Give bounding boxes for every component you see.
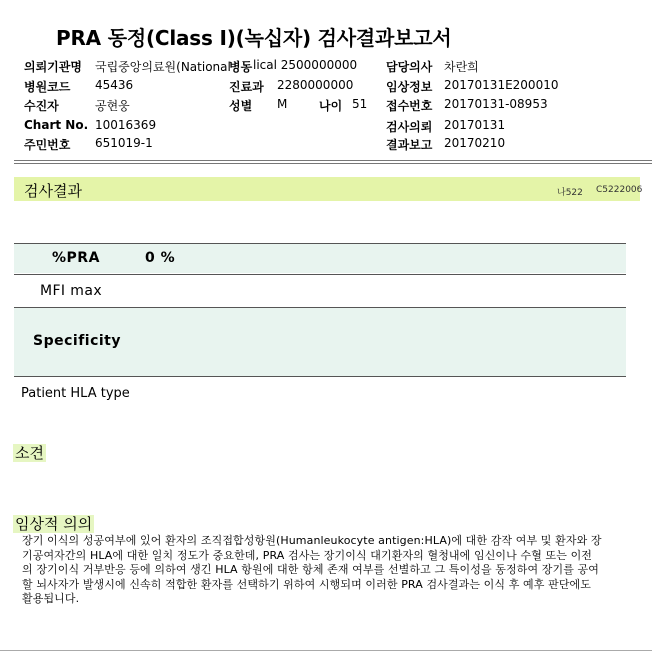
chart-no-value: 10016369	[95, 118, 157, 132]
request-date-label: 검사의뢰	[386, 120, 433, 134]
institution-value: 국립중앙의료원(National	[95, 60, 231, 74]
doctor-label: 담당의사	[386, 60, 433, 74]
sex-label: 성별	[229, 99, 253, 113]
receipt-no-label: 접수번호	[386, 99, 433, 113]
chart-no-label: Chart No.	[24, 118, 89, 132]
institution-label: 의뢰기관명	[24, 60, 82, 74]
examinee-label: 수진자	[24, 99, 59, 113]
header-divider-top	[14, 160, 652, 161]
resident-no-value: 651019-1	[95, 136, 153, 150]
ward-value: lical 2500000000	[253, 58, 358, 72]
clinical-significance-title-text: 임상적 의의	[15, 515, 93, 533]
clinical-significance-title	[13, 513, 94, 534]
hospital-code-value: 45436	[95, 78, 134, 92]
request-date-value: 20170131	[444, 118, 506, 132]
findings-title-text: 소견	[15, 444, 44, 462]
sex-value: M	[277, 97, 288, 111]
clinical-info-label: 임상정보	[386, 80, 433, 94]
patient-hla-type-label: Patient HLA type	[21, 386, 130, 401]
department-value: 2280000000	[277, 78, 354, 92]
ward-label: 병동	[229, 60, 253, 74]
pra-value: 0 %	[145, 250, 176, 266]
mfi-max-label: MFI max	[40, 283, 103, 299]
examinee-value: 공현웅	[95, 99, 130, 113]
table-line-2	[14, 274, 626, 275]
receipt-no-value: 20170131-08953	[444, 97, 548, 111]
department-label: 진료과	[229, 80, 264, 94]
resident-no-label: 주민번호	[24, 138, 71, 152]
results-code-left: 나522	[557, 188, 583, 198]
results-section-band	[14, 177, 643, 201]
hospital-code-label: 병원코드	[24, 80, 71, 94]
pra-label: %PRA	[52, 250, 100, 266]
clinical-significance-text: 장기 이식의 성공여부에 있어 환자의 조직접합성항원(Humanleukocyte antigen:HLA)에 대한 감작 여부 및 환자와 장기공여자간의 HLA에 대한 일치 정도가 중요한데, PRA 검사는 장기이식 대기환자의 혈청내에 임신이나 수혈 또는 이전의 장기이식 거부반응 등에 의하여 생긴 HLA 항원에 대한 항체 존재 여부를 선별하고 그 특이성을 동정하여 장기를 공여할 뇌사자가 발생시에 신속히 적합한 환자를 선택하기 위하여 시행되며 이러한 PRA 검사결과는 이식 후 예후 판단에도 활용됩니다.	[22, 534, 602, 606]
results-code-right: C5222006	[596, 185, 643, 195]
age-label: 나이	[319, 99, 343, 113]
results-section-title: 검사결과	[24, 182, 82, 200]
table-top-line	[14, 243, 626, 244]
specificity-label: Specificity	[33, 333, 122, 349]
report-title: PRA 동정(Class I)(녹십자) 검사결과보고서	[56, 26, 452, 50]
page-bottom-line	[0, 650, 652, 651]
findings-section-title	[13, 442, 46, 463]
age-value: 51	[352, 97, 368, 111]
doctor-value: 차란희	[444, 60, 479, 74]
header-divider-bottom	[14, 163, 652, 164]
pra-row	[14, 243, 626, 273]
report-date-label: 결과보고	[386, 138, 433, 152]
table-bottom-line	[14, 376, 626, 377]
clinical-info-value: 20170131E200010	[444, 78, 559, 92]
report-date-value: 20170210	[444, 136, 506, 150]
